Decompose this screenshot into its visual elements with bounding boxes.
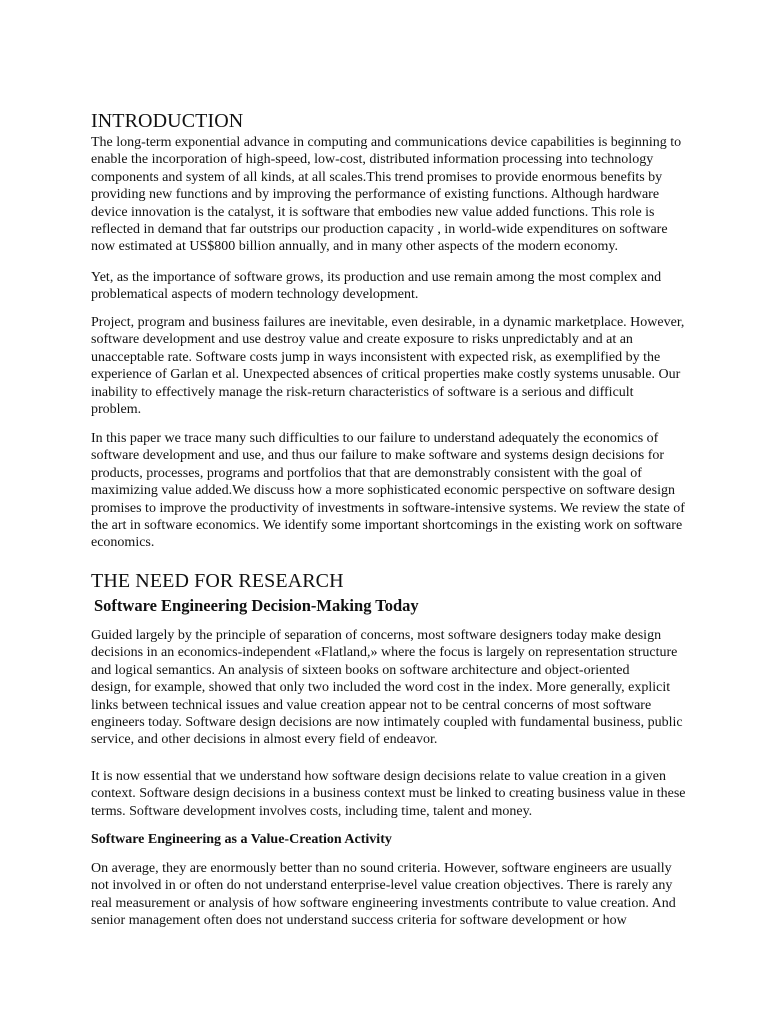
- research-paragraph-2: It is now essential that we understand how software design decisions relate to value creation in a given context. Software design decisions in a business context must be linked to creating business value in these terms. Software development involves costs, including time, talent and money.: [91, 769, 686, 819]
- intro-paragraph-4: In this paper we trace many such difficulties to our failure to understand adequately the economics of software development and use, and thus our failure to make software and systems design decisions for products, processes, programs and portfolios that that are demonstrably consistent with the goal of maximizing value added.We discuss how a more sophisticated economic perspective on software design promises to improve the productivity of investments in software-intensive systems. We review the state of the art in software economics. We identify some important shortcomings in the existing work on software economics.: [91, 431, 685, 551]
- intro-paragraph-1: The long-term exponential advance in computing and communications device capabilities is beginning to enable the incorporation of high-speed, low-cost, distributed information processing into technology components and system of all kinds, at all scales.This trend promises to provide enormous benefits by providing new functions and by improving the performance of existing functions. Although hardware device innovation is the catalyst, it is software that embodies new value added functions. This role is reflected in demand that far outstrips our production capacity , in world-wide expenditures on software now estimated at US$800 billion annually, and in many other aspects of the modern economy.: [91, 135, 682, 255]
- value-creation-heading: Software Engineering as a Value-Creation Activity: [91, 832, 392, 847]
- value-creation-paragraph: On average, they are enormously better than no sound criteria. However, software engineers are usually not involved in or often do not understand enterprise-level value creation objectives. There is rarely any real measurement or analysis of how software engineering investments contribute to value creation. And senior management often does not understand success criteria for software development or how: [91, 861, 676, 929]
- research-paragraph-1: Guided largely by the principle of separation of concerns, most software designers today make design decisions in an economics-independent «Flatland,» where the focus is largely on representation structure and logical semantics. An analysis of sixteen books on software architecture and object-oriented design, for example, showed that only two included the word cost in the index. More generally, explicit links between technical issues and value creation appear not to be central concerns of most software engineers today. Software design decisions are now intimately coupled with fundamental business, public service, and other decisions in almost every field of endeavor.: [91, 628, 683, 748]
- need-for-research-heading: THE NEED FOR RESEARCH: [91, 570, 344, 592]
- introduction-heading: INTRODUCTION: [91, 110, 244, 132]
- intro-paragraph-3: Project, program and business failures are inevitable, even desirable, in a dynamic marketplace. However, software development and use destroy value and create exposure to risks unpredictably and at an unacceptable rate. Software costs jump in ways inconsistent with expected risk, as exemplified by the experience of Garlan et al. Unexpected absences of critical properties make costly systems unusable. Our inability to effectively manage the risk-return characteristics of software is a serious and difficult problem.: [91, 315, 685, 418]
- intro-paragraph-2: Yet, as the importance of software grows, its production and use remain among the most complex and problematical aspects of modern technology development.: [91, 270, 662, 303]
- decision-making-subheading: Software Engineering Decision-Making Today: [94, 596, 419, 615]
